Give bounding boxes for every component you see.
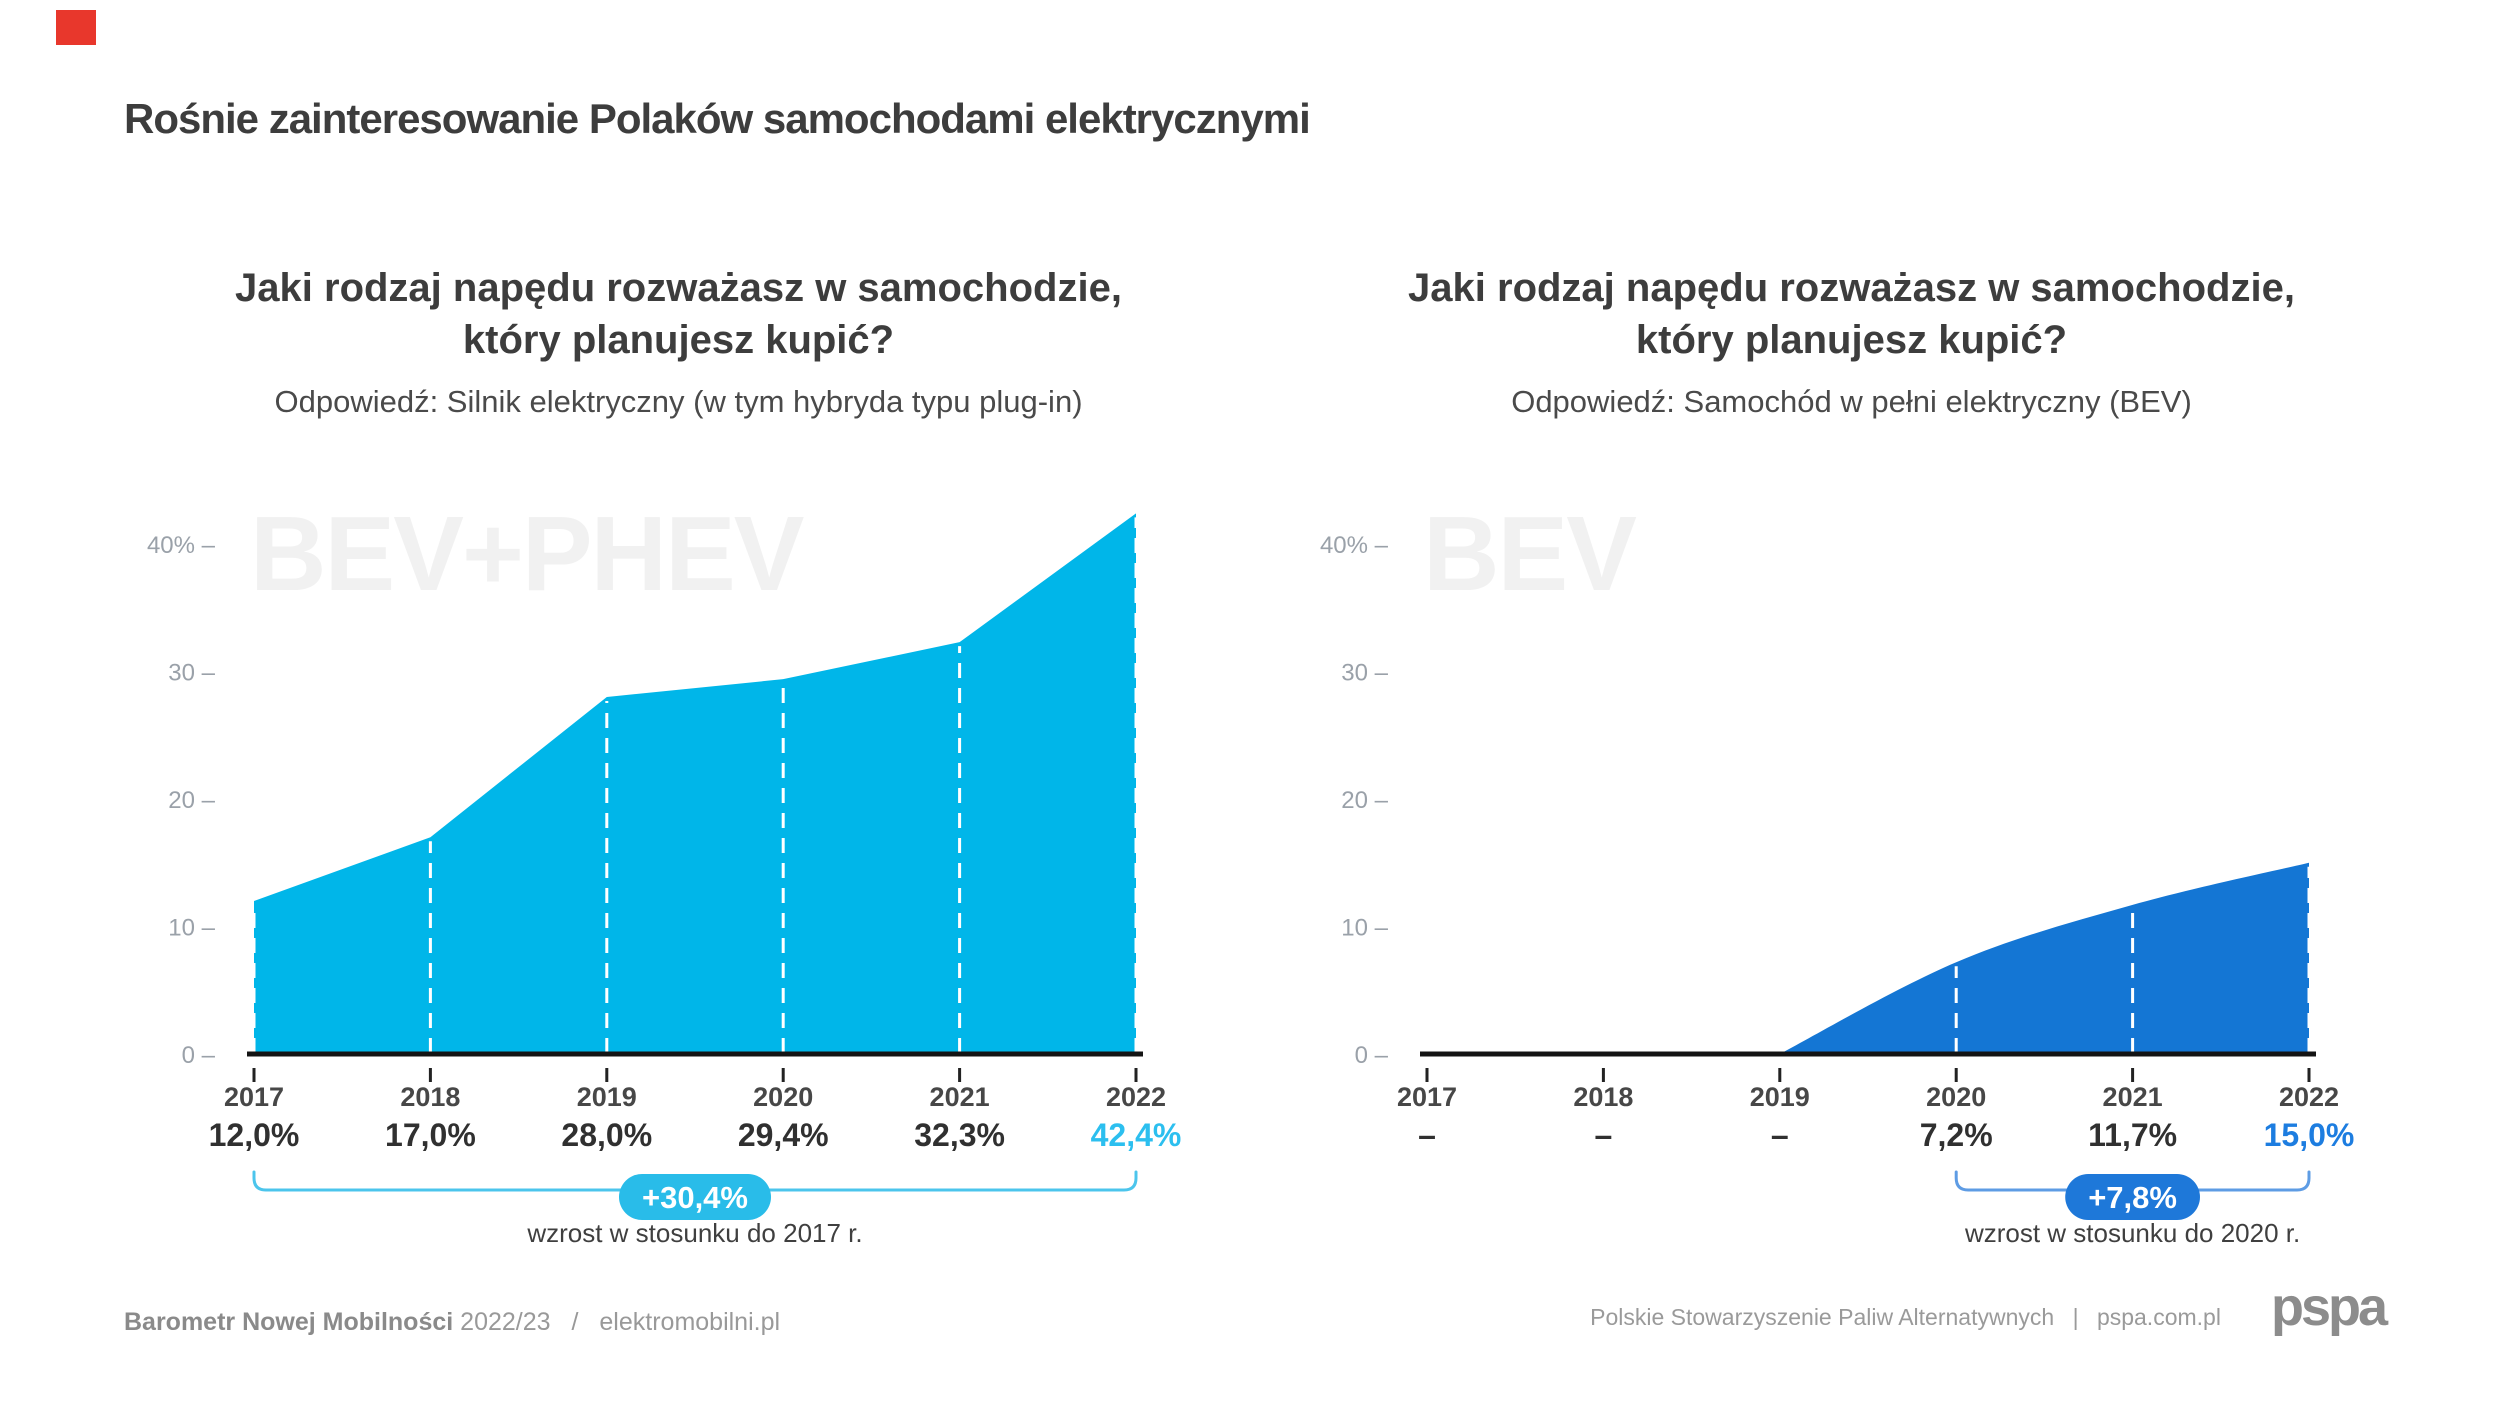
year-label: 2018 xyxy=(400,1082,461,1112)
value-label: 28,0% xyxy=(561,1117,653,1153)
value-label: – xyxy=(1418,1117,1436,1153)
chart-header-bev-phev xyxy=(117,262,1240,422)
accent-square xyxy=(56,10,96,45)
chart-watermark: BEV xyxy=(1423,495,1635,613)
y-axis-tick-label: 0 – xyxy=(1354,1042,1388,1069)
footer-org-line xyxy=(1590,1304,2221,1331)
year-label: 2017 xyxy=(1396,1082,1458,1112)
chart-answer: Odpowiedź: Samochód w pełni elektryczny (BEV) xyxy=(1511,384,2192,419)
y-axis-tick-label: 40% – xyxy=(1319,532,1388,559)
chart-question-line1: Jaki rodzaj napędu rozważasz w samochodzie, xyxy=(1408,266,2295,310)
area-chart-bev-phev xyxy=(127,490,1250,1280)
pspa-logo: pspa xyxy=(2270,1277,2385,1337)
y-axis-tick-label: 40% – xyxy=(146,532,215,559)
year-label: 2020 xyxy=(753,1082,814,1112)
y-axis-tick-label: 10 – xyxy=(1341,914,1388,942)
chart-header-bev xyxy=(1290,262,2413,422)
footer-report-edition: 2022/23 xyxy=(460,1308,551,1336)
y-axis-tick-label: 30 – xyxy=(1341,659,1388,687)
value-label: – xyxy=(1770,1117,1789,1153)
chart-question-line2: który planujesz kupić? xyxy=(1635,318,2068,362)
footer-org-site: pspa.com.pl xyxy=(2096,1304,2221,1330)
chart-question xyxy=(117,262,1240,366)
value-label: 32,3% xyxy=(914,1117,1005,1153)
y-axis-tick-label: 30 – xyxy=(168,659,215,687)
y-axis-tick-label: 20 – xyxy=(1341,787,1388,814)
y-axis-tick-label: 20 – xyxy=(168,787,215,814)
year-label: 2022 xyxy=(1105,1082,1167,1112)
value-label: 7,2% xyxy=(1919,1117,1993,1153)
value-label: 12,0% xyxy=(208,1117,300,1153)
year-label: 2019 xyxy=(1749,1082,1810,1112)
y-axis-tick-label: 0 – xyxy=(181,1042,215,1069)
footer-report-name: Barometr Nowej Mobilności xyxy=(124,1308,454,1336)
y-axis-tick-label: 10 – xyxy=(168,914,215,942)
value-label: 42,4% xyxy=(1090,1117,1182,1153)
value-label: 11,7% xyxy=(2088,1117,2178,1153)
value-label: 15,0% xyxy=(2263,1117,2355,1153)
growth-badge-label: +7,8% xyxy=(2088,1180,2177,1215)
chart-question-line1: Jaki rodzaj napędu rozważasz w samochodzie, xyxy=(235,266,1122,310)
page-title: Rośnie zainteresowanie Polaków samochodami elektrycznymi xyxy=(124,95,1310,142)
area-fill xyxy=(1780,863,2309,1054)
year-label: 2019 xyxy=(576,1082,637,1112)
year-label: 2020 xyxy=(1926,1082,1987,1112)
growth-caption: wzrost w stosunku do 2020 r. xyxy=(1964,1218,2301,1248)
footer-site-link: elektromobilni.pl xyxy=(599,1308,781,1336)
footer-organization xyxy=(1590,1277,2385,1337)
chart-answer: Odpowiedź: Silnik elektryczny (w tym hybryda typu plug-in) xyxy=(274,384,1083,419)
value-label: 29,4% xyxy=(737,1117,829,1153)
year-label: 2017 xyxy=(223,1082,285,1112)
year-label: 2021 xyxy=(2102,1082,2163,1112)
year-label: 2018 xyxy=(1573,1082,1634,1112)
footer-org-name: Polskie Stowarzyszenie Paliw Alternatywnych xyxy=(1590,1304,2055,1330)
area-chart-bev xyxy=(1300,490,2423,1280)
footer-divider: | xyxy=(2072,1304,2079,1330)
footer-separator: / xyxy=(571,1308,579,1336)
year-label: 2021 xyxy=(929,1082,990,1112)
chart-question xyxy=(1290,262,2413,366)
growth-caption: wzrost w stosunku do 2017 r. xyxy=(527,1218,863,1248)
value-label: – xyxy=(1594,1117,1613,1153)
chart-watermark: BEV+PHEV xyxy=(250,495,803,613)
value-label: 17,0% xyxy=(385,1117,476,1153)
footer-source xyxy=(124,1308,780,1337)
growth-badge-label: +30,4% xyxy=(641,1180,749,1215)
year-label: 2022 xyxy=(2278,1082,2340,1112)
chart-question-line2: który planujesz kupić? xyxy=(462,318,895,362)
